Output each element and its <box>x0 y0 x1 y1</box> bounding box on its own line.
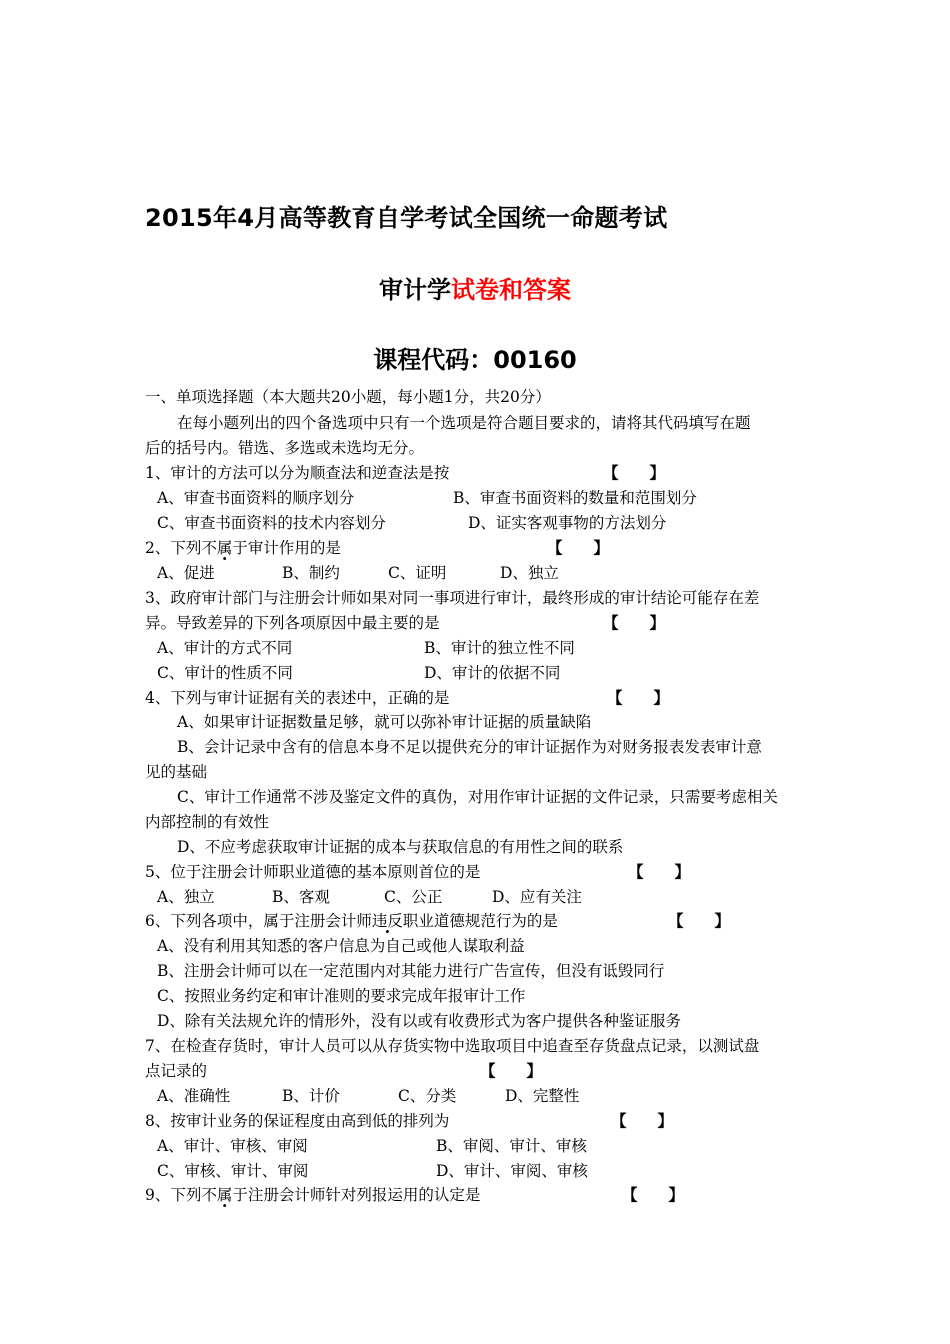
emphasis-text: 不属于 <box>201 539 248 557</box>
question-4-option-c: C、审计工作通常不涉及鉴定文件的真伪，对用作审计证据的文件记录，只需要考虑相关 <box>177 788 778 806</box>
question-4-option-a: A、如果审计证据数量足够，就可以弥补审计证据的质量缺陷 <box>177 713 592 731</box>
emphasis-text: 违反 <box>371 912 403 930</box>
answer-bracket: 【 】 <box>547 538 610 557</box>
course-code: 课程代码：00160 <box>373 346 577 374</box>
answer-bracket: 【 】 <box>603 463 666 482</box>
question-2-option-a: A、促进 <box>157 564 215 582</box>
question-1-option-d: D、证实客观事物的方法划分 <box>468 514 667 532</box>
question-3-option-b: B、审计的独立性不同 <box>424 639 575 657</box>
question-5-option-b: B、客观 <box>272 888 330 906</box>
answer-bracket: 【 】 <box>603 613 666 632</box>
question-5-stem: 5、位于注册会计师职业道德的基本原则首位的是 <box>145 863 481 881</box>
answer-bracket: 【 】 <box>480 1061 543 1080</box>
question-9-stem: 9、下列不属于注册会计师针对列报运用的认定是 <box>145 1186 481 1204</box>
question-8-option-a: A、审计、审核、审阅 <box>157 1137 308 1155</box>
section-heading: 一、单项选择题（本大题共20小题，每小题1分，共20分） <box>145 388 551 406</box>
question-6-stem: 6、下列各项中，属于注册会计师违反职业道德规范行为的是 <box>145 912 558 930</box>
question-6-option-b: B、注册会计师可以在一定范围内对其能力进行广告宣传，但没有诋毁同行 <box>157 962 665 980</box>
question-6-option-d: D、除有关法规允许的情形外，没有以或有收费形式为客户提供各种鉴证服务 <box>157 1012 681 1030</box>
question-6-option-a: A、没有利用其知悉的客户信息为自己或他人谋取利益 <box>157 937 525 955</box>
question-3-stem: 3、政府审计部门与注册会计师如果对同一事项进行审计，最终形成的审计结论可能存在差 <box>145 589 760 607</box>
question-4-option-b: 见的基础 <box>145 763 208 781</box>
answer-bracket: 【 】 <box>668 911 731 930</box>
answer-bracket: 【 】 <box>622 1185 685 1204</box>
question-1-option-c: C、审查书面资料的技术内容划分 <box>157 514 386 532</box>
exam-title: 2015年4月高等教育自学考试全国统一命题考试 <box>145 204 668 232</box>
question-3-option-c: C、审计的性质不同 <box>157 664 293 682</box>
question-3-option-a: A、审计的方式不同 <box>157 639 293 657</box>
question-3-stem: 异。导致差异的下列各项原因中最主要的是 <box>145 614 440 632</box>
subject-name: 审计学 <box>379 276 451 304</box>
question-4-option-d: D、不应考虑获取审计证据的成本与获取信息的有用性之间的联系 <box>177 838 624 856</box>
question-8-option-c: C、审核、审计、审阅 <box>157 1162 309 1180</box>
question-7-option-b: B、计价 <box>282 1087 340 1105</box>
question-4-option-c: 内部控制的有效性 <box>145 813 270 831</box>
answer-bracket: 【 】 <box>611 1111 674 1130</box>
subject-title <box>0 270 950 305</box>
question-7-option-c: C、分类 <box>398 1087 457 1105</box>
question-5-option-a: A、独立 <box>157 888 215 906</box>
question-5-option-c: C、公正 <box>384 888 443 906</box>
instruction-line: 后的括号内。错选、多选或未选均无分。 <box>145 439 425 457</box>
emphasis-text: 不属于 <box>201 1186 248 1204</box>
instruction-line: 在每小题列出的四个备选项中只有一个选项是符合题目要求的，请将其代码填写在题 <box>177 414 751 432</box>
question-7-stem: 点记录的 <box>145 1062 208 1080</box>
question-5-option-d: D、应有关注 <box>492 888 582 906</box>
question-2-option-d: D、独立 <box>500 564 559 582</box>
answer-bracket: 【 】 <box>628 862 691 881</box>
subject-suffix: 试卷和答案 <box>451 276 571 304</box>
question-4-stem: 4、下列与审计证据有关的表述中，正确的是 <box>145 689 450 707</box>
question-7-stem: 7、在检查存货时，审计人员可以从存货实物中选取项目中追查至存货盘点记录，以测试盘 <box>145 1037 760 1055</box>
question-2-stem: 2、下列不属于审计作用的是 <box>145 539 341 557</box>
question-6-option-c: C、按照业务约定和审计准则的要求完成年报审计工作 <box>157 987 526 1005</box>
question-1-option-a: A、审查书面资料的顺序划分 <box>157 489 355 507</box>
question-7-option-a: A、准确性 <box>157 1087 231 1105</box>
question-8-stem: 8、按审计业务的保证程度由高到低的排列为 <box>145 1112 450 1130</box>
question-1-option-b: B、审查书面资料的数量和范围划分 <box>453 489 697 507</box>
question-4-option-b: B、会计记录中含有的信息本身不足以提供充分的审计证据作为对财务报表发表审计意 <box>177 738 762 756</box>
question-8-option-d: D、审计、审阅、审核 <box>436 1162 588 1180</box>
answer-bracket: 【 】 <box>607 688 670 707</box>
question-7-option-d: D、完整性 <box>505 1087 580 1105</box>
question-2-option-c: C、证明 <box>388 564 447 582</box>
question-8-option-b: B、审阅、审计、审核 <box>436 1137 587 1155</box>
question-2-option-b: B、制约 <box>282 564 340 582</box>
question-3-option-d: D、审计的依据不同 <box>424 664 561 682</box>
question-1-stem: 1、审计的方法可以分为顺查法和逆查法是按 <box>145 464 450 482</box>
